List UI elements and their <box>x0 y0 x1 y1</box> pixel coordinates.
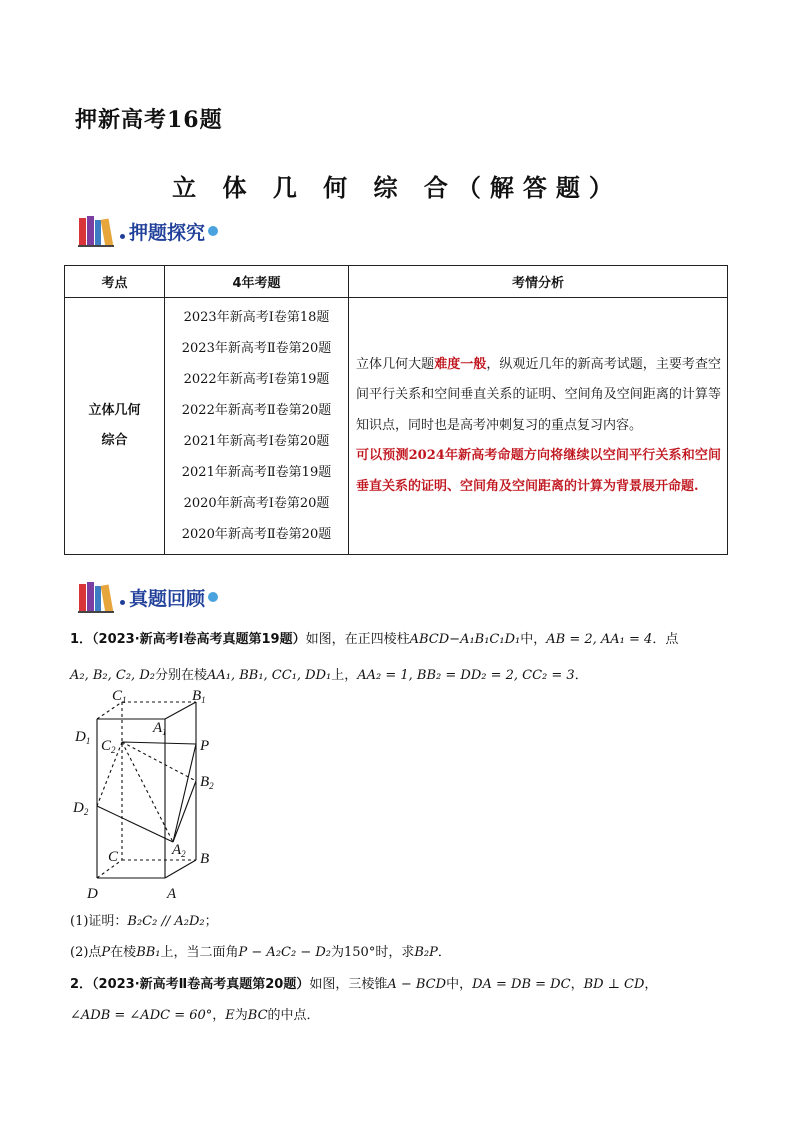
label-B: B <box>200 851 210 867</box>
q2-number: 2． <box>70 977 93 992</box>
q1-seg: B₂P <box>414 945 438 960</box>
exam-item: 2020年新高考Ⅰ卷第20题 <box>183 496 330 511</box>
col-analysis: 考情分析 <box>349 266 728 298</box>
q2-text: 的中点． <box>267 1008 320 1023</box>
q2-line1 <box>70 973 657 992</box>
exam-item: 2022年新高考Ⅱ卷第20题 <box>181 403 332 418</box>
q1-text: ．点 <box>652 632 679 647</box>
topic-cell <box>65 298 165 555</box>
exam-item: 2020年新高考Ⅱ卷第20题 <box>181 527 332 542</box>
segment <box>97 806 173 842</box>
q2-point-E: E <box>225 1008 235 1023</box>
dot-icon <box>208 226 218 236</box>
label-C1: $C_1$ <box>112 688 127 705</box>
label-C: C <box>108 849 119 865</box>
q2-text: ， <box>570 977 584 992</box>
q1-part1-math: B₂C₂ // A₂D₂ <box>127 914 205 929</box>
label-D1: $D_1$ <box>75 729 91 746</box>
q1-dihedral: P − A₂C₂ − D₂ <box>238 945 331 960</box>
analysis-highlight: 难度一般 <box>434 356 487 372</box>
exam-item: 2022年新高考Ⅰ卷第19题 <box>183 372 330 387</box>
q1-edge-BB1: BB₁ <box>136 945 161 960</box>
q1-text: ； <box>204 914 218 929</box>
table-row <box>65 298 728 555</box>
segment <box>122 742 196 744</box>
q2-text: 如图，三棱锥 <box>309 977 388 992</box>
q2-eq1: DA = DB = DC <box>472 977 571 992</box>
header-title: 押新高考16题 <box>75 107 223 133</box>
hidden-edge <box>97 702 122 719</box>
q1-lengths: AA₂ = 1, BB₂ = DD₂ = 2, CC₂ = 3 <box>357 668 575 683</box>
q1-point-P: P <box>101 945 111 960</box>
label-B2: $B_2$ <box>200 774 214 791</box>
q2-source: （2023·新高考Ⅱ卷高考真题第20题） <box>92 977 310 992</box>
q1-edges: AA₁, BB₁, CC₁, DD₁ <box>206 668 332 683</box>
col-topic: 考点 <box>65 266 165 298</box>
q2-text: ， <box>644 977 658 992</box>
label-P: P <box>200 738 210 754</box>
q1-text: ． <box>437 945 451 960</box>
analysis-text: 立体几何大题 <box>356 356 435 372</box>
hidden-edge <box>122 742 196 781</box>
q2-text: ， <box>212 1008 226 1023</box>
analysis-text: ，纵观近几年的新高考试题，主要考查空间平行关系和空间垂直关系的证明、空间角及空间距离的计算等知识点，同时也是高考冲刺复习的重点复习内容。 <box>356 356 721 433</box>
exams-cell <box>165 298 349 555</box>
label-A2: $A_2$ <box>172 842 186 859</box>
label-A1: $A_1$ <box>153 720 167 737</box>
prism-figure <box>70 688 230 906</box>
dot-icon <box>208 592 218 602</box>
label-C2: $C_2$ <box>101 738 116 755</box>
edge <box>165 702 196 719</box>
label-D: D <box>87 886 98 902</box>
q1-part1 <box>70 910 218 929</box>
q2-tetrahedron: A − BCD <box>387 977 447 992</box>
q1-text: 上，当二面角 <box>160 945 239 960</box>
edge <box>165 860 196 878</box>
q1-text: 中， <box>520 632 547 647</box>
q1-text: 为150°时，求 <box>331 945 415 960</box>
q1-text: 在棱 <box>110 945 137 960</box>
exam-item: 2021年新高考Ⅱ卷第19题 <box>181 465 332 480</box>
q1-dims: AB = 2, AA₁ = 4 <box>546 632 653 647</box>
section-review-heading <box>78 580 218 614</box>
q1-part2 <box>70 941 451 960</box>
q1-prism: ABCD−A₁B₁C₁D₁ <box>409 632 521 647</box>
q1-line1 <box>70 628 678 647</box>
page-title: 立 体 几 何 综 合（解答题） <box>172 173 622 202</box>
q1-text: (1)证明： <box>70 914 128 929</box>
section-explore-heading <box>78 214 218 248</box>
exam-topic-table <box>64 265 728 555</box>
q1-source: （2023·新高考Ⅰ卷高考真题第19题） <box>92 632 306 647</box>
exam-item: 2021年新高考Ⅰ卷第20题 <box>183 434 330 449</box>
books-icon <box>78 581 118 613</box>
segment <box>173 744 196 842</box>
q1-points: A₂, B₂, C₂, D₂ <box>70 668 155 683</box>
analysis-prediction: 可以预测2024年新高考命题方向将继续以空间平行关系和空间垂直关系的证明、空间角及空间距离的计算为背景展开命题. <box>356 448 721 494</box>
exam-item: 2023年新高考Ⅰ卷第18题 <box>183 310 330 325</box>
q1-text: ． <box>574 668 588 683</box>
q1-text: 如图，在正四棱柱 <box>305 632 410 647</box>
q1-number: 1． <box>70 632 93 647</box>
label-B1: $B_1$ <box>192 688 206 705</box>
q1-text: 上， <box>331 668 358 683</box>
q2-eq2: BD ⊥ CD <box>583 977 645 992</box>
books-icon <box>78 215 118 247</box>
label-D2: $D_2$ <box>73 800 89 817</box>
label-A: A <box>167 886 177 902</box>
section-review-title: 真题回顾 <box>129 587 206 610</box>
q2-angle: ∠ADB = ∠ADC = 60° <box>70 1008 213 1023</box>
q1-line2 <box>70 664 588 683</box>
q2-text: 为 <box>234 1008 248 1023</box>
col-exams: 4年考题 <box>165 266 349 298</box>
q2-line2 <box>70 1004 320 1023</box>
analysis-cell <box>349 298 728 555</box>
q1-text: 分别在棱 <box>154 668 207 683</box>
q2-text: 中， <box>446 977 473 992</box>
topic-text: 立体几何综合 <box>88 403 141 448</box>
bullet-icon <box>120 234 125 239</box>
exam-item: 2023年新高考Ⅱ卷第20题 <box>181 341 332 356</box>
q1-text: (2)点 <box>70 945 102 960</box>
bullet-icon <box>120 600 125 605</box>
q2-segment-BC: BC <box>247 1008 268 1023</box>
table-header-row <box>65 266 728 298</box>
segment <box>173 781 196 842</box>
section-explore-title: 押题探究 <box>129 221 206 244</box>
